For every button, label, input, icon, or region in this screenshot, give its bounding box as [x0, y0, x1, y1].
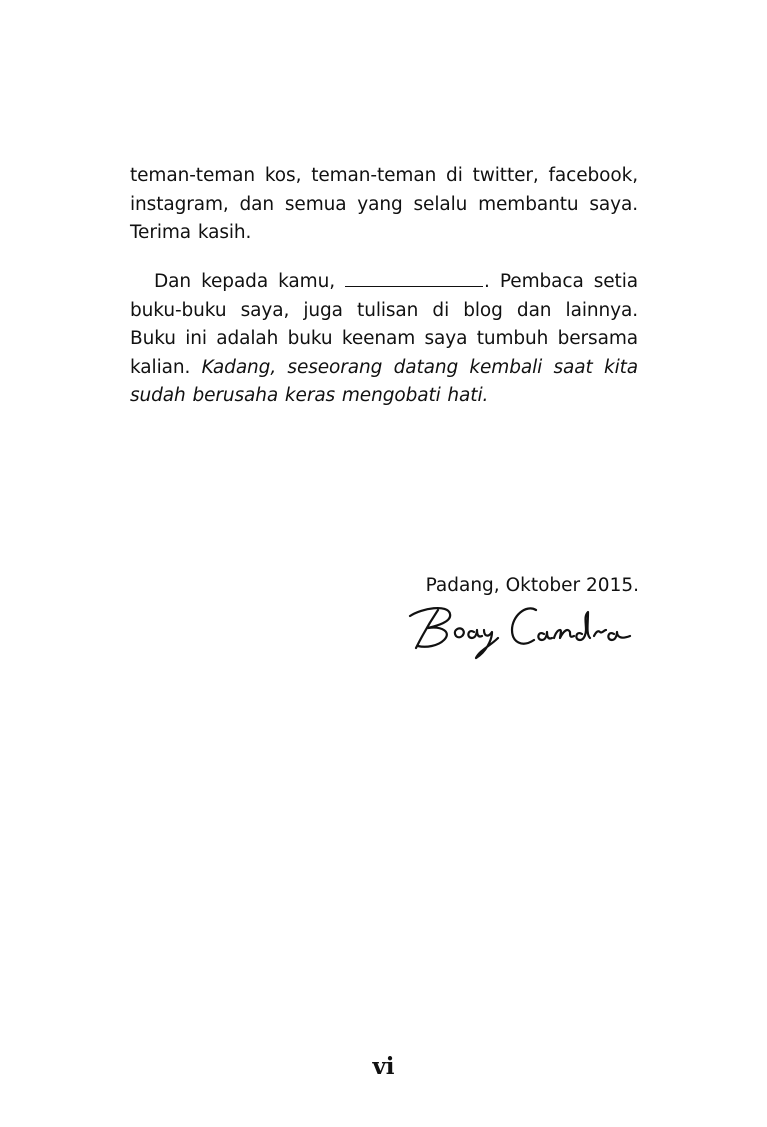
- page-number: vi: [372, 1053, 395, 1080]
- paragraph-2-lead: Dan kepada kamu,: [154, 271, 335, 292]
- paragraph-1-text: teman-teman kos, teman-teman di twitter, facebook, instagram, dan semua yang selalu membantu saya. Terima kasih.: [130, 165, 638, 243]
- paragraph-2-body: . Pembaca setia buku-buku saya, juga tulisan di blog dan lainnya. Buku ini adalah buku keenam saya tumbuh bersama kalian.: [130, 271, 638, 378]
- acknowledgement-paragraph-2: [130, 266, 638, 411]
- italic-quote: Kadang, seseorang datang kembali saat kita sudah berusaha keras mengobati hati.: [130, 356, 639, 406]
- place-and-date: Padang, Oktober 2015.: [425, 575, 639, 596]
- acknowledgement-paragraph-1: [130, 162, 638, 248]
- fill-in-blank-line: [345, 266, 483, 287]
- handwritten-signature: [408, 600, 644, 662]
